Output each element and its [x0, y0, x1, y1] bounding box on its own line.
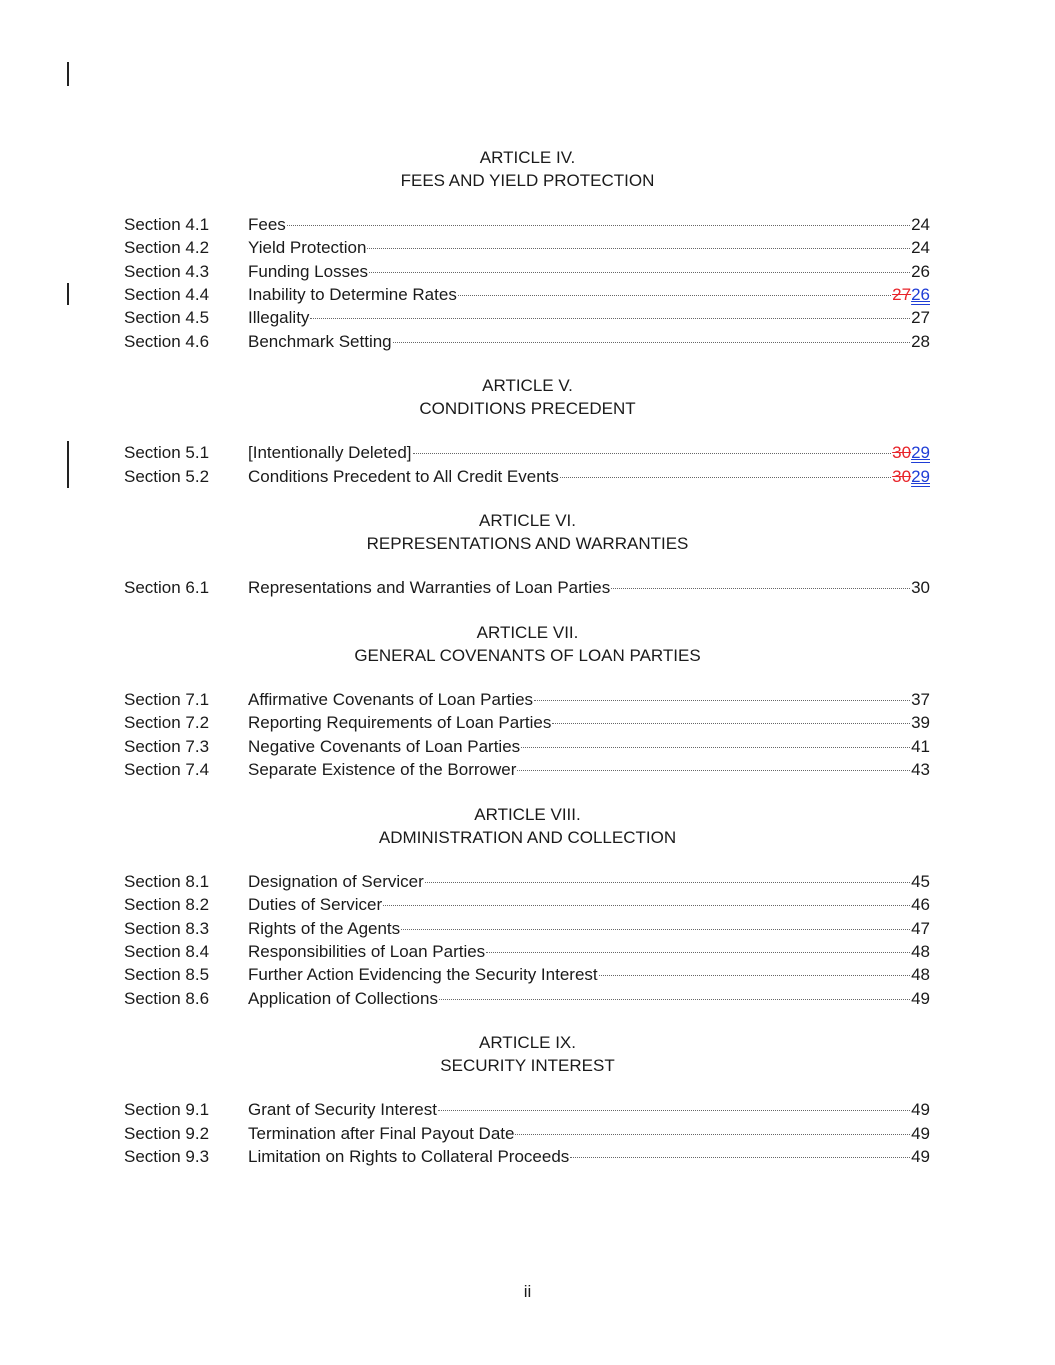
section-title: Representations and Warranties of Loan Parties	[248, 578, 611, 597]
dot-leader	[521, 747, 910, 748]
dot-leader	[393, 342, 910, 343]
section-number: Section 7.2	[124, 713, 210, 732]
article-number: ARTICLE VI.	[479, 511, 576, 530]
toc-entry[interactable]	[124, 688, 930, 711]
section-title: Illegality	[248, 308, 310, 327]
section-title: Inability to Determine Rates	[248, 285, 457, 304]
page-number: 49	[911, 1147, 930, 1166]
page-number: 48	[911, 965, 930, 984]
dot-leader	[287, 225, 910, 226]
article-heading	[0, 146, 1055, 192]
dot-leader	[486, 952, 910, 953]
section-number: Section 4.6	[124, 332, 210, 351]
dot-leader	[611, 588, 910, 589]
page-number: 49	[911, 989, 930, 1008]
page-number: 27	[911, 308, 930, 327]
page-number: 28	[911, 332, 930, 351]
article-title: SECURITY INTEREST	[440, 1056, 615, 1075]
dot-leader	[425, 882, 910, 883]
toc-entry[interactable]	[124, 917, 930, 940]
section-number: Section 5.2	[124, 467, 210, 486]
section-number: Section 8.4	[124, 942, 210, 961]
section-title: Further Action Evidencing the Security Interest	[248, 965, 598, 984]
article-title: REPRESENTATIONS AND WARRANTIES	[366, 534, 689, 553]
article-heading	[0, 621, 1055, 667]
dot-leader	[552, 723, 910, 724]
toc-entry[interactable]	[124, 306, 930, 329]
footer-page-number: ii	[523, 1282, 532, 1301]
page-number: 39	[911, 713, 930, 732]
section-title: Grant of Security Interest	[248, 1100, 437, 1119]
change-bar	[67, 62, 69, 86]
toc-entry[interactable]	[124, 870, 930, 893]
toc-entry[interactable]	[124, 1098, 930, 1121]
section-title: Limitation on Rights to Collateral Proceeds	[248, 1147, 570, 1166]
dot-leader	[438, 1110, 910, 1111]
toc-entry[interactable]	[124, 963, 930, 986]
article-number: ARTICLE IV.	[479, 148, 576, 167]
page-number: 47	[911, 919, 930, 938]
page-number: 48	[911, 942, 930, 961]
toc-entry[interactable]	[124, 236, 930, 259]
inserted-page-number: 26	[911, 285, 930, 304]
page-number: 43	[911, 760, 930, 779]
section-title: Termination after Final Payout Date	[248, 1124, 515, 1143]
section-title: Funding Losses	[248, 262, 369, 281]
dot-leader	[401, 929, 910, 930]
section-title: Separate Existence of the Borrower	[248, 760, 517, 779]
article-title: GENERAL COVENANTS OF LOAN PARTIES	[354, 646, 701, 665]
article-title: ADMINISTRATION AND COLLECTION	[378, 828, 677, 847]
section-number: Section 4.4	[124, 285, 210, 304]
deleted-page-number: 30	[892, 443, 912, 462]
deleted-page-number: 30	[892, 467, 912, 486]
section-number: Section 4.1	[124, 215, 210, 234]
dot-leader	[517, 770, 910, 771]
section-number: Section 6.1	[124, 578, 210, 597]
dot-leader	[515, 1134, 910, 1135]
section-number: Section 8.5	[124, 965, 210, 984]
dot-leader	[570, 1157, 910, 1158]
dot-leader	[560, 477, 891, 478]
toc-entry[interactable]	[124, 465, 930, 488]
section-title: Application of Collections	[248, 989, 438, 1008]
page-number: 24	[911, 238, 930, 257]
toc-entry[interactable]	[124, 711, 930, 734]
change-bar	[67, 441, 69, 488]
dot-leader	[310, 318, 910, 319]
toc-entry[interactable]	[124, 283, 930, 306]
section-number: Section 7.4	[124, 760, 210, 779]
toc-entry[interactable]	[124, 441, 930, 464]
section-title: Designation of Servicer	[248, 872, 424, 891]
dot-leader	[534, 700, 910, 701]
toc-entry[interactable]	[124, 213, 930, 236]
page-number: 26	[911, 262, 930, 281]
section-number: Section 9.2	[124, 1124, 210, 1143]
article-heading	[0, 374, 1055, 420]
dot-leader	[458, 295, 891, 296]
dot-leader	[439, 999, 910, 1000]
toc-entry[interactable]	[124, 330, 930, 353]
section-title: Affirmative Covenants of Loan Parties	[248, 690, 534, 709]
toc-entry[interactable]	[124, 260, 930, 283]
section-title: [Intentionally Deleted]	[248, 443, 412, 462]
section-title: Negative Covenants of Loan Parties	[248, 737, 521, 756]
section-number: Section 8.1	[124, 872, 210, 891]
toc-entry[interactable]	[124, 940, 930, 963]
section-title: Rights of the Agents	[248, 919, 401, 938]
page-number: 49	[911, 1100, 930, 1119]
article-number: ARTICLE VIII.	[474, 805, 581, 824]
section-title: Conditions Precedent to All Credit Events	[248, 467, 559, 486]
change-bar	[67, 283, 69, 305]
toc-entry[interactable]	[124, 893, 930, 916]
section-number: Section 5.1	[124, 443, 210, 462]
page-number: 41	[911, 737, 930, 756]
section-title: Fees	[248, 215, 286, 234]
article-title: CONDITIONS PRECEDENT	[419, 399, 636, 418]
page-number: 24	[911, 215, 930, 234]
inserted-page-number: 29	[911, 467, 930, 486]
dot-leader	[599, 975, 910, 976]
section-number: Section 4.5	[124, 308, 210, 327]
article-heading	[0, 1031, 1055, 1077]
dot-leader	[383, 905, 910, 906]
article-title: FEES AND YIELD PROTECTION	[400, 171, 655, 190]
page-number: 45	[911, 872, 930, 891]
section-number: Section 4.2	[124, 238, 210, 257]
page-number: 37	[911, 690, 930, 709]
dot-leader	[367, 248, 910, 249]
toc-entry[interactable]	[124, 1145, 930, 1168]
toc-entry[interactable]	[124, 1122, 930, 1145]
inserted-page-number: 29	[911, 443, 930, 462]
dot-leader	[369, 272, 910, 273]
article-number: ARTICLE VII.	[476, 623, 579, 642]
section-title: Benchmark Setting	[248, 332, 392, 351]
section-title: Yield Protection	[248, 238, 367, 257]
article-number: ARTICLE V.	[482, 376, 573, 395]
toc-entry[interactable]	[124, 735, 930, 758]
deleted-page-number: 27	[892, 285, 912, 304]
section-number: Section 7.1	[124, 690, 210, 709]
dot-leader	[413, 453, 892, 454]
article-number: ARTICLE IX.	[479, 1033, 576, 1052]
section-number: Section 8.3	[124, 919, 210, 938]
page-number: 49	[911, 1124, 930, 1143]
toc-entry[interactable]	[124, 576, 930, 599]
section-title: Responsibilities of Loan Parties	[248, 942, 486, 961]
page-number: 46	[911, 895, 930, 914]
page-number: 30	[911, 578, 930, 597]
article-heading	[0, 509, 1055, 555]
section-number: Section 9.3	[124, 1147, 210, 1166]
article-heading	[0, 803, 1055, 849]
toc-entry[interactable]	[124, 987, 930, 1010]
section-number: Section 8.2	[124, 895, 210, 914]
toc-entry[interactable]	[124, 758, 930, 781]
section-title: Duties of Servicer	[248, 895, 383, 914]
section-number: Section 4.3	[124, 262, 210, 281]
section-number: Section 9.1	[124, 1100, 210, 1119]
section-number: Section 8.6	[124, 989, 210, 1008]
section-number: Section 7.3	[124, 737, 210, 756]
section-title: Reporting Requirements of Loan Parties	[248, 713, 552, 732]
